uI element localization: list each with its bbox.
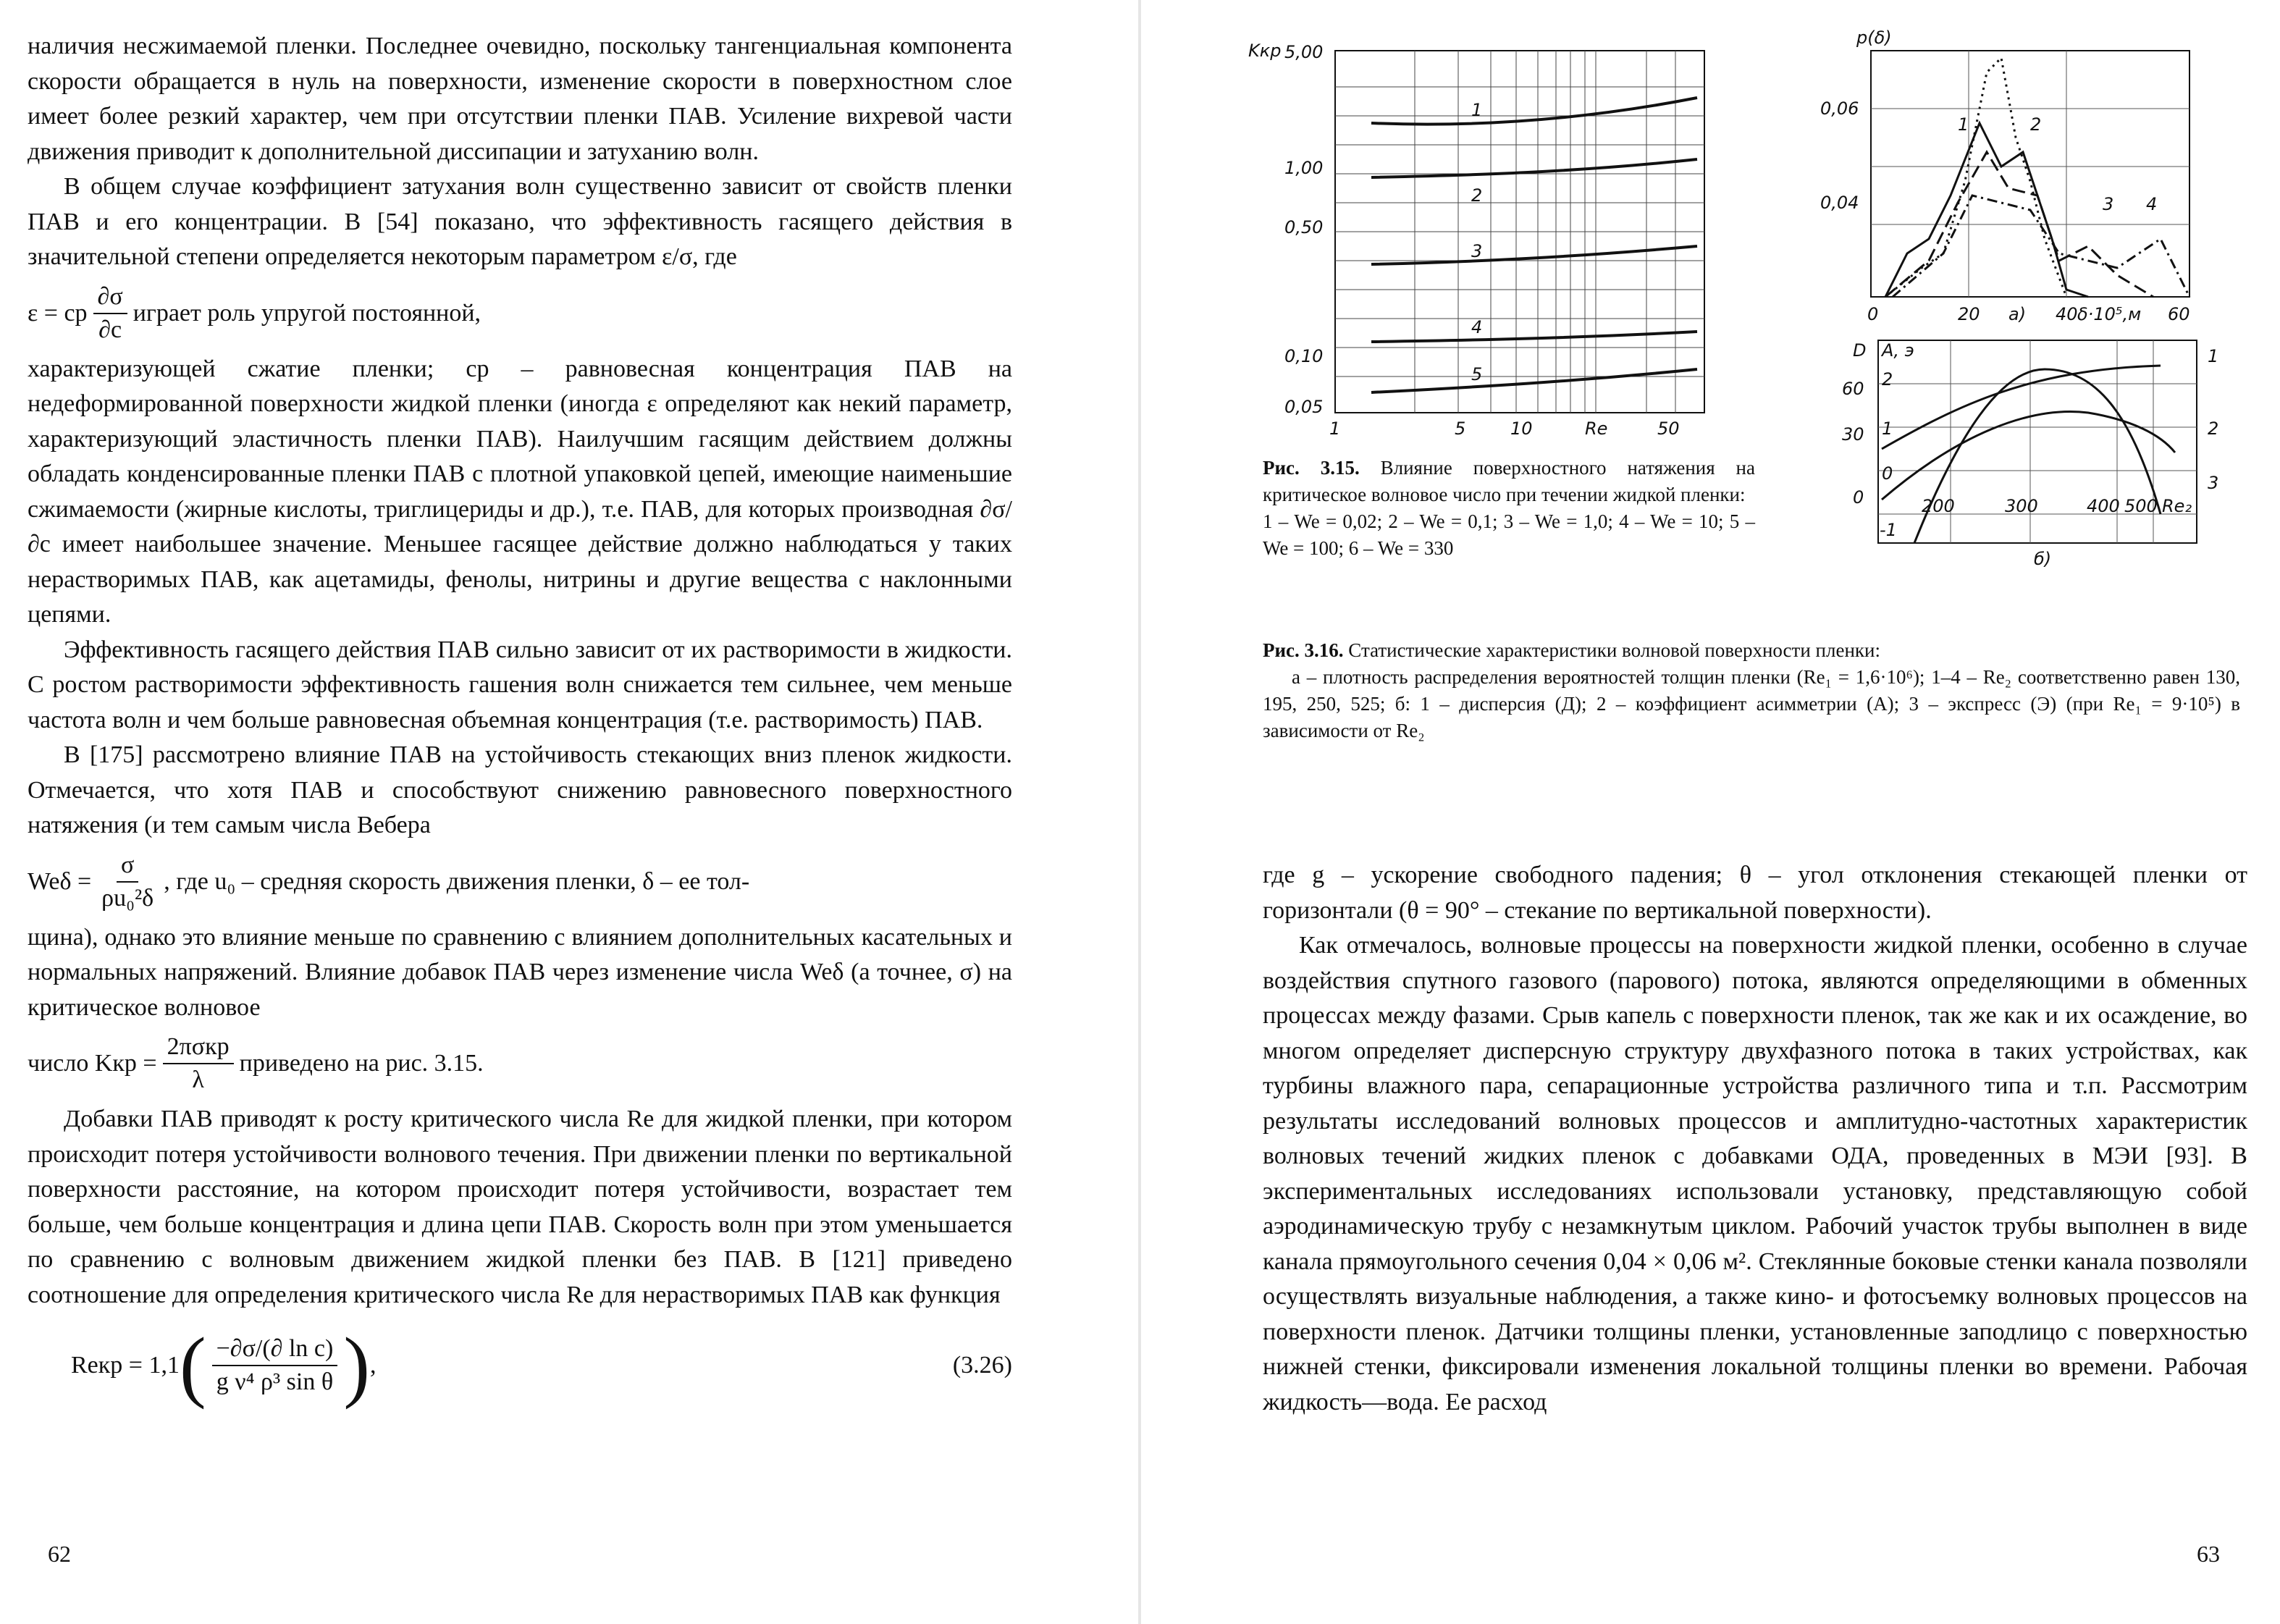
x-tick: 50	[1657, 418, 1680, 439]
y-tick: 0,04	[1820, 193, 1859, 213]
curve-3	[1371, 246, 1697, 264]
curves	[1882, 366, 2175, 543]
formula-comma: ,	[369, 1352, 377, 1379]
fraction	[212, 1333, 338, 1398]
formula-weber	[28, 849, 1012, 914]
paragraph: характеризующей сжатие пленки; cp – равновесная концентрация ПАВ на недеформированной поверхности жидкой пленки (иногда ε определяют как некий параметр, характеризующий эластичность пленки ПАВ). Наилучшим гасящим действием должны обладать конденсированные пленки ПАВ с плотной упаковкой цепей, имеющие наименьшие сжимаемости (жирные кислоты, триглицериды и др.), т.е. ПАВ, для которых производная ∂σ/∂c имеет наибольшее значение. Меньшее гасящее действие должно наблюдаться у таких нерастворимых ПАВ, как ацетамиды, фенолы, нитрины и другие вещества с наклонными цепями.	[28, 355, 1012, 628]
formula-lhs: ε = cp	[28, 299, 88, 327]
curve-label: 3	[2208, 473, 2219, 493]
curves	[1885, 58, 2189, 297]
formula-lhs: Reкр = 1,1	[71, 1352, 180, 1379]
curve-label: 5	[1471, 364, 1483, 384]
fraction-numerator: −∂σ/(∂ ln c)	[212, 1333, 338, 1366]
y-tick-ae: -1	[1880, 520, 1897, 540]
y-axis-label: Kкр	[1248, 41, 1282, 61]
paragraph: где g – ускорение свободного падения; θ – угол отклонения стекающей пленки от горизонтали (θ = 90° – стекание по вертикальной поверхности).	[1263, 862, 2247, 924]
curve-4	[1893, 195, 2189, 297]
x-axis-label: δ·10⁵,м	[2077, 304, 2142, 324]
curve-1	[1882, 366, 2161, 449]
caption-legend: а – плотность распределения вероятностей толщин пленки (Re₁ = 1,6·10⁶); 1–4 – Re₂ соответственно равен 130, 195, 250, 525; б: 1 – дисперсия (Д); 2 – коэффициент асимметрии (А); 3 – экспресс (Э) (при Re₁ = 9·10⁵) в зависимости от Re₂	[1263, 666, 2240, 741]
curve-label: 4	[2146, 194, 2158, 214]
fraction-denominator: λ	[192, 1066, 204, 1093]
curve-2	[1371, 159, 1697, 177]
fraction	[163, 1031, 234, 1096]
curve-4	[1371, 332, 1697, 342]
x-axis-label: Re	[1585, 418, 1608, 439]
fraction-numerator: σ	[117, 849, 138, 883]
caption-text: Статистические характеристики волновой поверхности пленки:	[1348, 639, 1880, 661]
equation-number: (3.26)	[952, 1352, 1012, 1379]
formula-lhs: число Kкр =	[28, 1050, 157, 1077]
figure-3-16-caption	[1263, 637, 2240, 744]
curve-label: 1	[1958, 114, 1969, 135]
fraction-numerator: ∂σ	[93, 281, 127, 314]
curve-label: 2	[1471, 185, 1483, 206]
x-tick: 5	[1455, 418, 1466, 439]
formula-lhs: Weδ =	[28, 867, 92, 895]
page-number: 62	[48, 1541, 71, 1567]
fraction-denominator: ∂c	[98, 316, 122, 343]
x-tick: 20	[1958, 304, 1980, 324]
x-tick: 40	[2056, 304, 2078, 324]
curve-1	[1371, 98, 1697, 125]
x-tick: 500	[2124, 496, 2158, 516]
figure-3-15-caption	[1263, 455, 1755, 562]
curve-label: 2	[2030, 114, 2042, 135]
curve-2	[1885, 58, 2066, 297]
formula-kkr	[28, 1031, 1012, 1096]
x-tick: 400	[2087, 496, 2120, 516]
caption-title: Рис. 3.15.	[1263, 457, 1360, 479]
paragraph: наличия несжимаемой пленки. Последнее очевидно, поскольку тангенциальная компонента скорости обращается в нуль на поверхности, изменение скорости в поверхностном слое имеет более резкий характер, чем при отсутствии пленки ПАВ. Усиление вихревой части движения приводит к дополнительной диссипации и затуханию волн.	[28, 33, 1012, 165]
fraction	[93, 281, 127, 346]
figure-3-16b	[1813, 326, 2247, 579]
paragraph: Как отмечалось, волновые процессы на поверхности жидкой пленки, особенно в случае воздействия спутного газового (парового) потока, являются определяющими в обменных процессах между фазами. Срыв капель с поверхности пленок, так же как и их осаждение, во многом определяет дисперсную структуру двухфазного потока в таких устройствах, как турбины влажного пара, сепарационные устройства различного типа и т.п. Рассмотрим результаты исследований волновых процессов и амплитудно-частотных характеристик волновых течений жидких пленок с добавками ОДА, проведенных в МЭИ [93]. В экспериментальных исследованиях использовали установку, представляющую собой аэродинамическую трубу с незамкнутым циклом. Рабочий участок трубы выполнен в виде канала прямоугольного сечения 0,04 × 0,06 м². Стеклянные боковые стенки канала позволяли осуществлять визуальные наблюдения, а также кино- и фотосъемку волновых процессов на поверхности пленок. Датчики толщины пленки, установленные заподлицо с поверхностью нижней стенки, фиксировали изменения локальной толщины пленки во времени. Рабочая жидкость—вода. Ее расход	[1263, 932, 2247, 1415]
panel-label: а)	[2008, 304, 2027, 324]
fraction	[97, 849, 158, 914]
curve-label: 3	[2103, 194, 2114, 214]
x-tick: 200	[1922, 496, 1955, 516]
y-tick-ae: 2	[1882, 369, 1893, 390]
paragraph: В [175] рассмотрено влияние ПАВ на устойчивость стекающих вниз пленок жидкости. Отмечается, что хотя ПАВ и способствуют снижению равновесного поверхностного натяжения (и тем самым числа Вебера	[28, 741, 1012, 838]
x-tick: 0	[1867, 304, 1879, 324]
caption-title: Рис. 3.16.	[1263, 639, 1344, 661]
paragraph: щина), однако это влияние меньше по сравнению с влиянием дополнительных касательных и нормальных напряжений. Влияние добавок ПАВ через изменение числа Weδ (а точнее, σ) на критическое волновое	[28, 923, 1012, 1021]
right-text-column	[1263, 858, 2247, 1420]
x-axis-label: Re₂	[2162, 496, 2192, 516]
curve-label: 2	[2208, 418, 2219, 439]
formula-re-kr	[71, 1321, 1012, 1410]
y-tick: 0,10	[1284, 346, 1324, 366]
x-tick: 300	[2005, 496, 2038, 516]
y-tick: 0,06	[1820, 98, 1859, 119]
y-tick: 1,00	[1284, 158, 1324, 178]
curve-label: 4	[1471, 317, 1483, 337]
figure-3-16a	[1813, 22, 2218, 326]
x-tick: 60	[2168, 304, 2190, 324]
page-number: 63	[2197, 1541, 2220, 1567]
formula-epsilon	[28, 281, 1012, 346]
x-tick: 10	[1510, 418, 1533, 439]
curve-label: 1	[2208, 346, 2219, 366]
fraction-denominator: g ν⁴ ρ³ sin θ	[216, 1368, 334, 1395]
right-paren: )	[343, 1321, 370, 1410]
paragraph: Эффективность гасящего действия ПАВ сильно зависит от их растворимости в жидкости. С ростом растворимости эффективность гашения волн снижается тем сильнее, чем меньше частота волн и чем больше равновесная объемная концентрация (т.е. растворимость) ПАВ.	[28, 636, 1012, 733]
figure-3-15	[1241, 22, 1806, 442]
left-text-column	[28, 29, 1012, 1418]
curve-label: 3	[1471, 241, 1483, 261]
curve-5	[1371, 369, 1697, 392]
formula-tail: играет роль упругой постоянной,	[132, 299, 481, 327]
curve-label: 1	[1471, 100, 1483, 120]
y-tick: 30	[1842, 424, 1864, 445]
formula-tail: , где u₀ – средняя скорость движения пленки, δ – ее тол-	[164, 867, 750, 895]
y-tick: 60	[1842, 379, 1864, 399]
y-tick-ae: 0	[1882, 463, 1893, 484]
y-tick: 0,50	[1284, 217, 1324, 237]
caption-legend: 1 – We = 0,02; 2 – We = 0,1; 3 – We = 1,0; 4 – We = 10; 5 – We = 100; 6 – We = 330	[1263, 510, 1755, 559]
panel-label: б)	[2034, 549, 2052, 569]
y-axis-label-ae: А, э	[1882, 340, 1914, 361]
paragraph: В общем случае коэффициент затухания волн существенно зависит от свойств пленки ПАВ и его концентрации. В [54] показано, что эффективность гасящего действия в значительной степени определяется некоторым параметром ε/σ, где	[28, 173, 1012, 270]
curve-3	[1914, 369, 2161, 543]
fraction-denominator: ρu₀²δ	[101, 884, 154, 912]
paragraph: Добавки ПАВ приводят к росту критического числа Re для жидкой пленки, при котором происходит потеря устойчивости волнового течения. При движении пленки по вертикальной поверхности расстояние, на котором происходит потеря устойчивости, возрастает тем больше, чем больше концентрация и длина цепи ПАВ. Скорость волн при этом уменьшается по сравнению с волновым движением жидкой пленки без ПАВ. В [121] приведено соотношение для определения критического числа Re для нерастворимых ПАВ как функция	[28, 1106, 1012, 1308]
curves	[1371, 98, 1697, 392]
caption-text: Влияние поверхностного натяжения на критическое волновое число при течении жидкой пленки:	[1263, 457, 1755, 505]
y-axis-label-d: D	[1853, 340, 1867, 361]
y-axis-label: p(δ)	[1856, 28, 1892, 48]
right-page	[1140, 0, 2280, 1624]
y-tick-ae: 1	[1882, 418, 1893, 439]
x-tick: 1	[1329, 418, 1341, 439]
y-tick: 0	[1853, 487, 1864, 508]
y-tick: 0,05	[1284, 397, 1324, 417]
formula-tail: приведено на рис. 3.15.	[239, 1050, 484, 1077]
left-paren: (	[179, 1321, 206, 1410]
y-tick: 5,00	[1284, 42, 1324, 62]
fraction-numerator: 2πσкр	[163, 1031, 234, 1064]
